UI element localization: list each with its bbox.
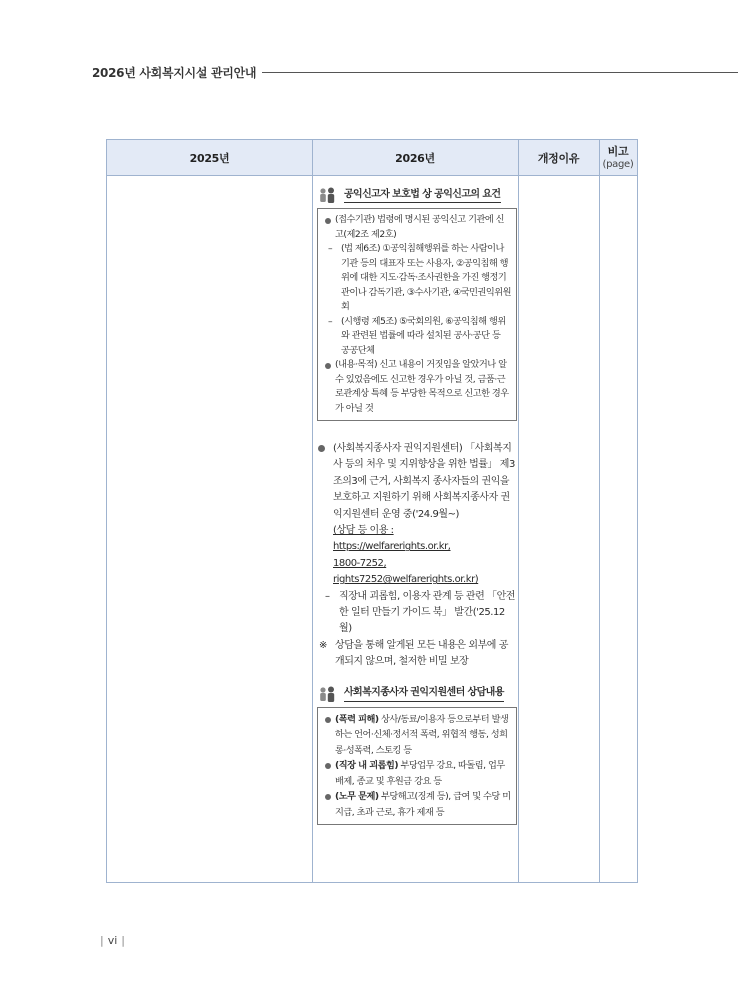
website-link[interactable]: https://welfarerights.or.kr, [333, 541, 451, 553]
section-heading-consultation [317, 685, 517, 703]
item-text: 상사/동료/이용자 등으로부터 발생하는 언어·신체·정서적 폭력, 위협적 행동, 성희롱·성폭력, 스토킹 등 [335, 713, 509, 756]
section-heading-whistleblower [317, 186, 517, 204]
rights-center-paragraph: (사회복지종사자 권익지원센터) 「사회복지사 등의 처우 및 지위향상을 위한 법률」 제3조의3에 근거, 사회복지 종사자들의 권익을 보호하고 지원하기 위해 사회복지종사자 권익지원센터 운영 중('24.9월~) [317, 441, 517, 523]
consultation-box [317, 707, 517, 826]
column-divider [312, 140, 313, 882]
page-footer [100, 934, 125, 947]
header-rule [262, 72, 738, 73]
divider-bar: | [121, 934, 126, 947]
item-text: 부당업무 강요, 따돌림, 업무배제, 종교 및 후원금 강요 등 [335, 760, 505, 787]
list-item: – (법 제6조) ①공익침해행위를 하는 사람이나 기관 등의 대표자 또는 사용자, ②공익침해 행위에 대한 지도·감독·조사권한을 가진 행정기관이나 감독기관, ③수사기관, ④국민권익위원회 [323, 242, 511, 315]
item-label: (폭력 피해) [335, 713, 379, 725]
page-number: vi [107, 934, 118, 947]
list-item [323, 758, 511, 789]
list-item: (내용·목적) 신고 내용이 거짓임을 알았거나 알 수 있었음에도 신고한 경우가 아닐 것, 금품·근로관계상 특혜 등 부당한 목적으로 신고한 경우가 아닐 것 [323, 358, 511, 416]
column-divider [518, 140, 519, 882]
list-item: – (시행령 제5조) ⑤국회의원, ⑥공익침해 행위와 관련된 법률에 따라 설치된 공사·공단 등 공공단체 [323, 315, 511, 359]
list-item [323, 789, 511, 820]
requirements-box [317, 208, 517, 421]
item-label: (노무 문제) [335, 791, 379, 803]
list-item: (접수기관) 법령에 명시된 공익신고 기관에 신고(제2조 제2호) [323, 213, 511, 242]
header-2025: 2025년 [189, 151, 230, 165]
section-title: 공익신고자 보호법 상 공익신고의 요건 [344, 187, 501, 204]
column-divider [599, 140, 600, 882]
comparison-table [106, 139, 638, 883]
header-note-label: 비고 [607, 144, 629, 158]
confidentiality-note: ※ 상담을 통해 알게된 모든 내용은 외부에 공개되지 않으며, 철저한 비밀 보장 [317, 638, 517, 671]
phone-number: 1800-7252, [333, 557, 387, 569]
header-2026: 2026년 [395, 151, 435, 165]
email-link[interactable]: rights7252@welfarerights.or.kr) [333, 574, 479, 586]
people-icon [317, 187, 339, 203]
consult-label: (상담 등 이용 : [333, 525, 394, 537]
item-label: (직장 내 괴롭힘) [335, 760, 399, 772]
item-text: 부당해고(징계 등), 급여 및 수당 미지급, 초과 근로, 휴가 제재 등 [335, 791, 511, 818]
header-note [599, 140, 637, 175]
people-icon [317, 686, 339, 702]
running-header [92, 62, 738, 82]
column-2026-content [317, 186, 517, 825]
list-item [323, 712, 511, 759]
guidebook-note: – 직장내 괴롭힘, 이용자 관계 등 관련 「안전한 일터 만들기 가이드 북」 발간('25.12월) [317, 589, 517, 638]
header-note-sub: (page) [602, 158, 634, 170]
section-title: 사회복지종사자 권익지원센터 상담내용 [344, 685, 504, 702]
document-title: 2026년 사회복지시설 관리안내 [92, 65, 257, 80]
header-reason: 개정이유 [537, 151, 580, 165]
divider-bar: | [100, 934, 104, 947]
table-header-row [107, 140, 637, 176]
